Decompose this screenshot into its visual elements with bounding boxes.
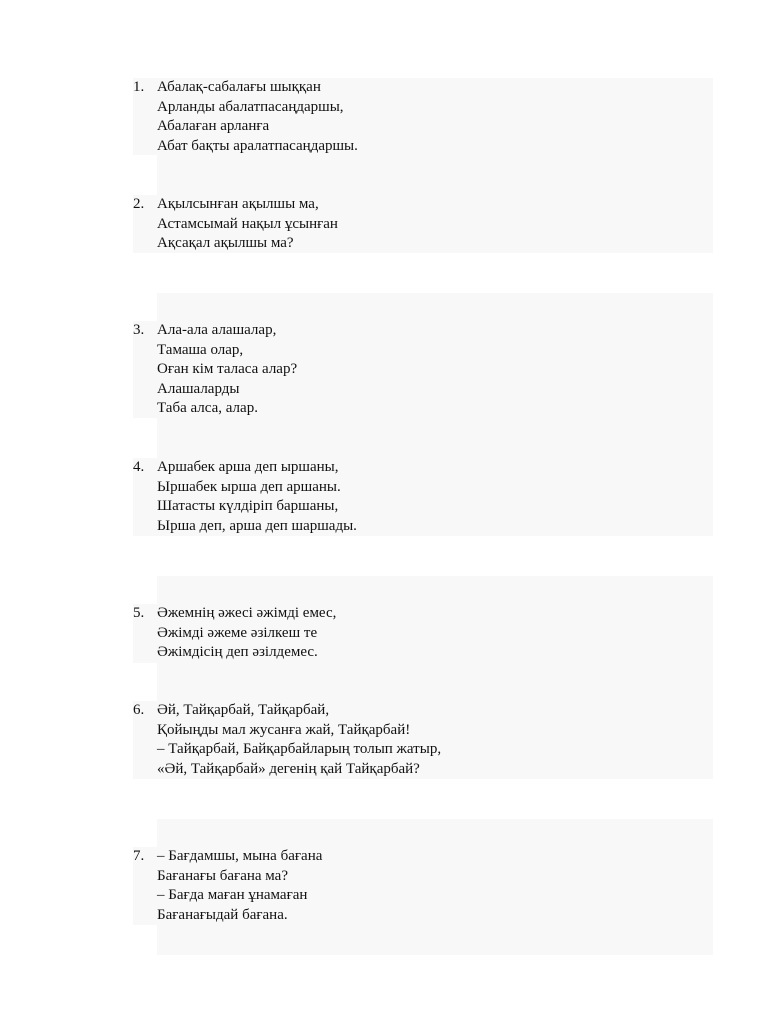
shade-panel: [157, 293, 713, 321]
verse-line: Әй, Тайқарбай, Тайқарбай,: [157, 702, 330, 718]
verse-line: Абалақ-сабалағы шыққан: [157, 79, 321, 95]
verse-line: Аршабек арша деп ыршаны,: [157, 459, 339, 475]
shade-panel: [157, 819, 713, 847]
verse-line: Ала-ала алашалар,: [157, 322, 277, 338]
verse-line: Ақсақал ақылшы ма?: [157, 235, 294, 251]
shade-panel: [157, 925, 713, 955]
item-number: 7.: [133, 848, 145, 864]
verse-line: Астамсымай нақыл ұсынған: [157, 215, 338, 232]
verse-line: Әжімдісің деп әзілдемес.: [157, 644, 318, 660]
verse: [157, 701, 441, 779]
item-number: 5.: [133, 605, 145, 621]
verse-line: Оған кім таласа алар?: [157, 361, 298, 377]
item-number: 2.: [133, 196, 145, 212]
verse-line: Тамаша олар,: [157, 341, 244, 358]
verse-line: Абалаған арланға: [157, 118, 270, 134]
item-number: 1.: [133, 79, 145, 95]
verse-line: Әжімді әжеме әзілкеш те: [157, 624, 318, 641]
shade-panel: [157, 418, 713, 458]
shade-panel: [157, 663, 713, 701]
verse-line: Шатасты күлдіріп баршаны,: [157, 498, 339, 514]
verse-line: Қойыңды мал жусанға жай, Тайқарбай!: [157, 721, 411, 738]
verse-line: Алашаларды: [157, 380, 240, 397]
verse-line: «Әй, Тайқарбай» дегенің қай Тайқарбай?: [157, 760, 420, 777]
verse: [157, 321, 297, 419]
verse: [157, 78, 358, 156]
verse-line: – Тайқарбай, Байқарбайларың толып жатыр,: [157, 741, 442, 757]
verse: [157, 847, 322, 925]
verse: [157, 604, 336, 663]
verse-line: Таба алса, алар.: [157, 400, 258, 416]
verse-line: Бағанағы бағана ма?: [157, 867, 288, 884]
shade-panel: [157, 576, 713, 604]
verse: [157, 458, 357, 536]
verse-line: Арланды абалатпасаңдаршы,: [157, 98, 344, 115]
verse-line: Бағанағыдай бағана.: [157, 906, 288, 923]
verse-line: Ырша деп, арша деп шаршады.: [157, 517, 357, 534]
verse-line: – Бағдамшы, мына бағана: [157, 848, 323, 864]
verse-line: Ақылсынған ақылшы ма,: [157, 196, 319, 212]
item-number: 3.: [133, 322, 145, 338]
item-number: 6.: [133, 702, 145, 718]
verse-line: Абат бақты аралатпасаңдаршы.: [157, 137, 358, 154]
shade-panel: [157, 155, 713, 195]
verse-line: – Бағда маған ұнамаған: [157, 887, 308, 903]
item-number: 4.: [133, 459, 145, 475]
verse-line: Ыршабек ырша деп аршаны.: [157, 478, 341, 495]
verse: [157, 195, 338, 254]
verse-line: Әжемнің әжесі әжімді емес,: [157, 605, 337, 621]
